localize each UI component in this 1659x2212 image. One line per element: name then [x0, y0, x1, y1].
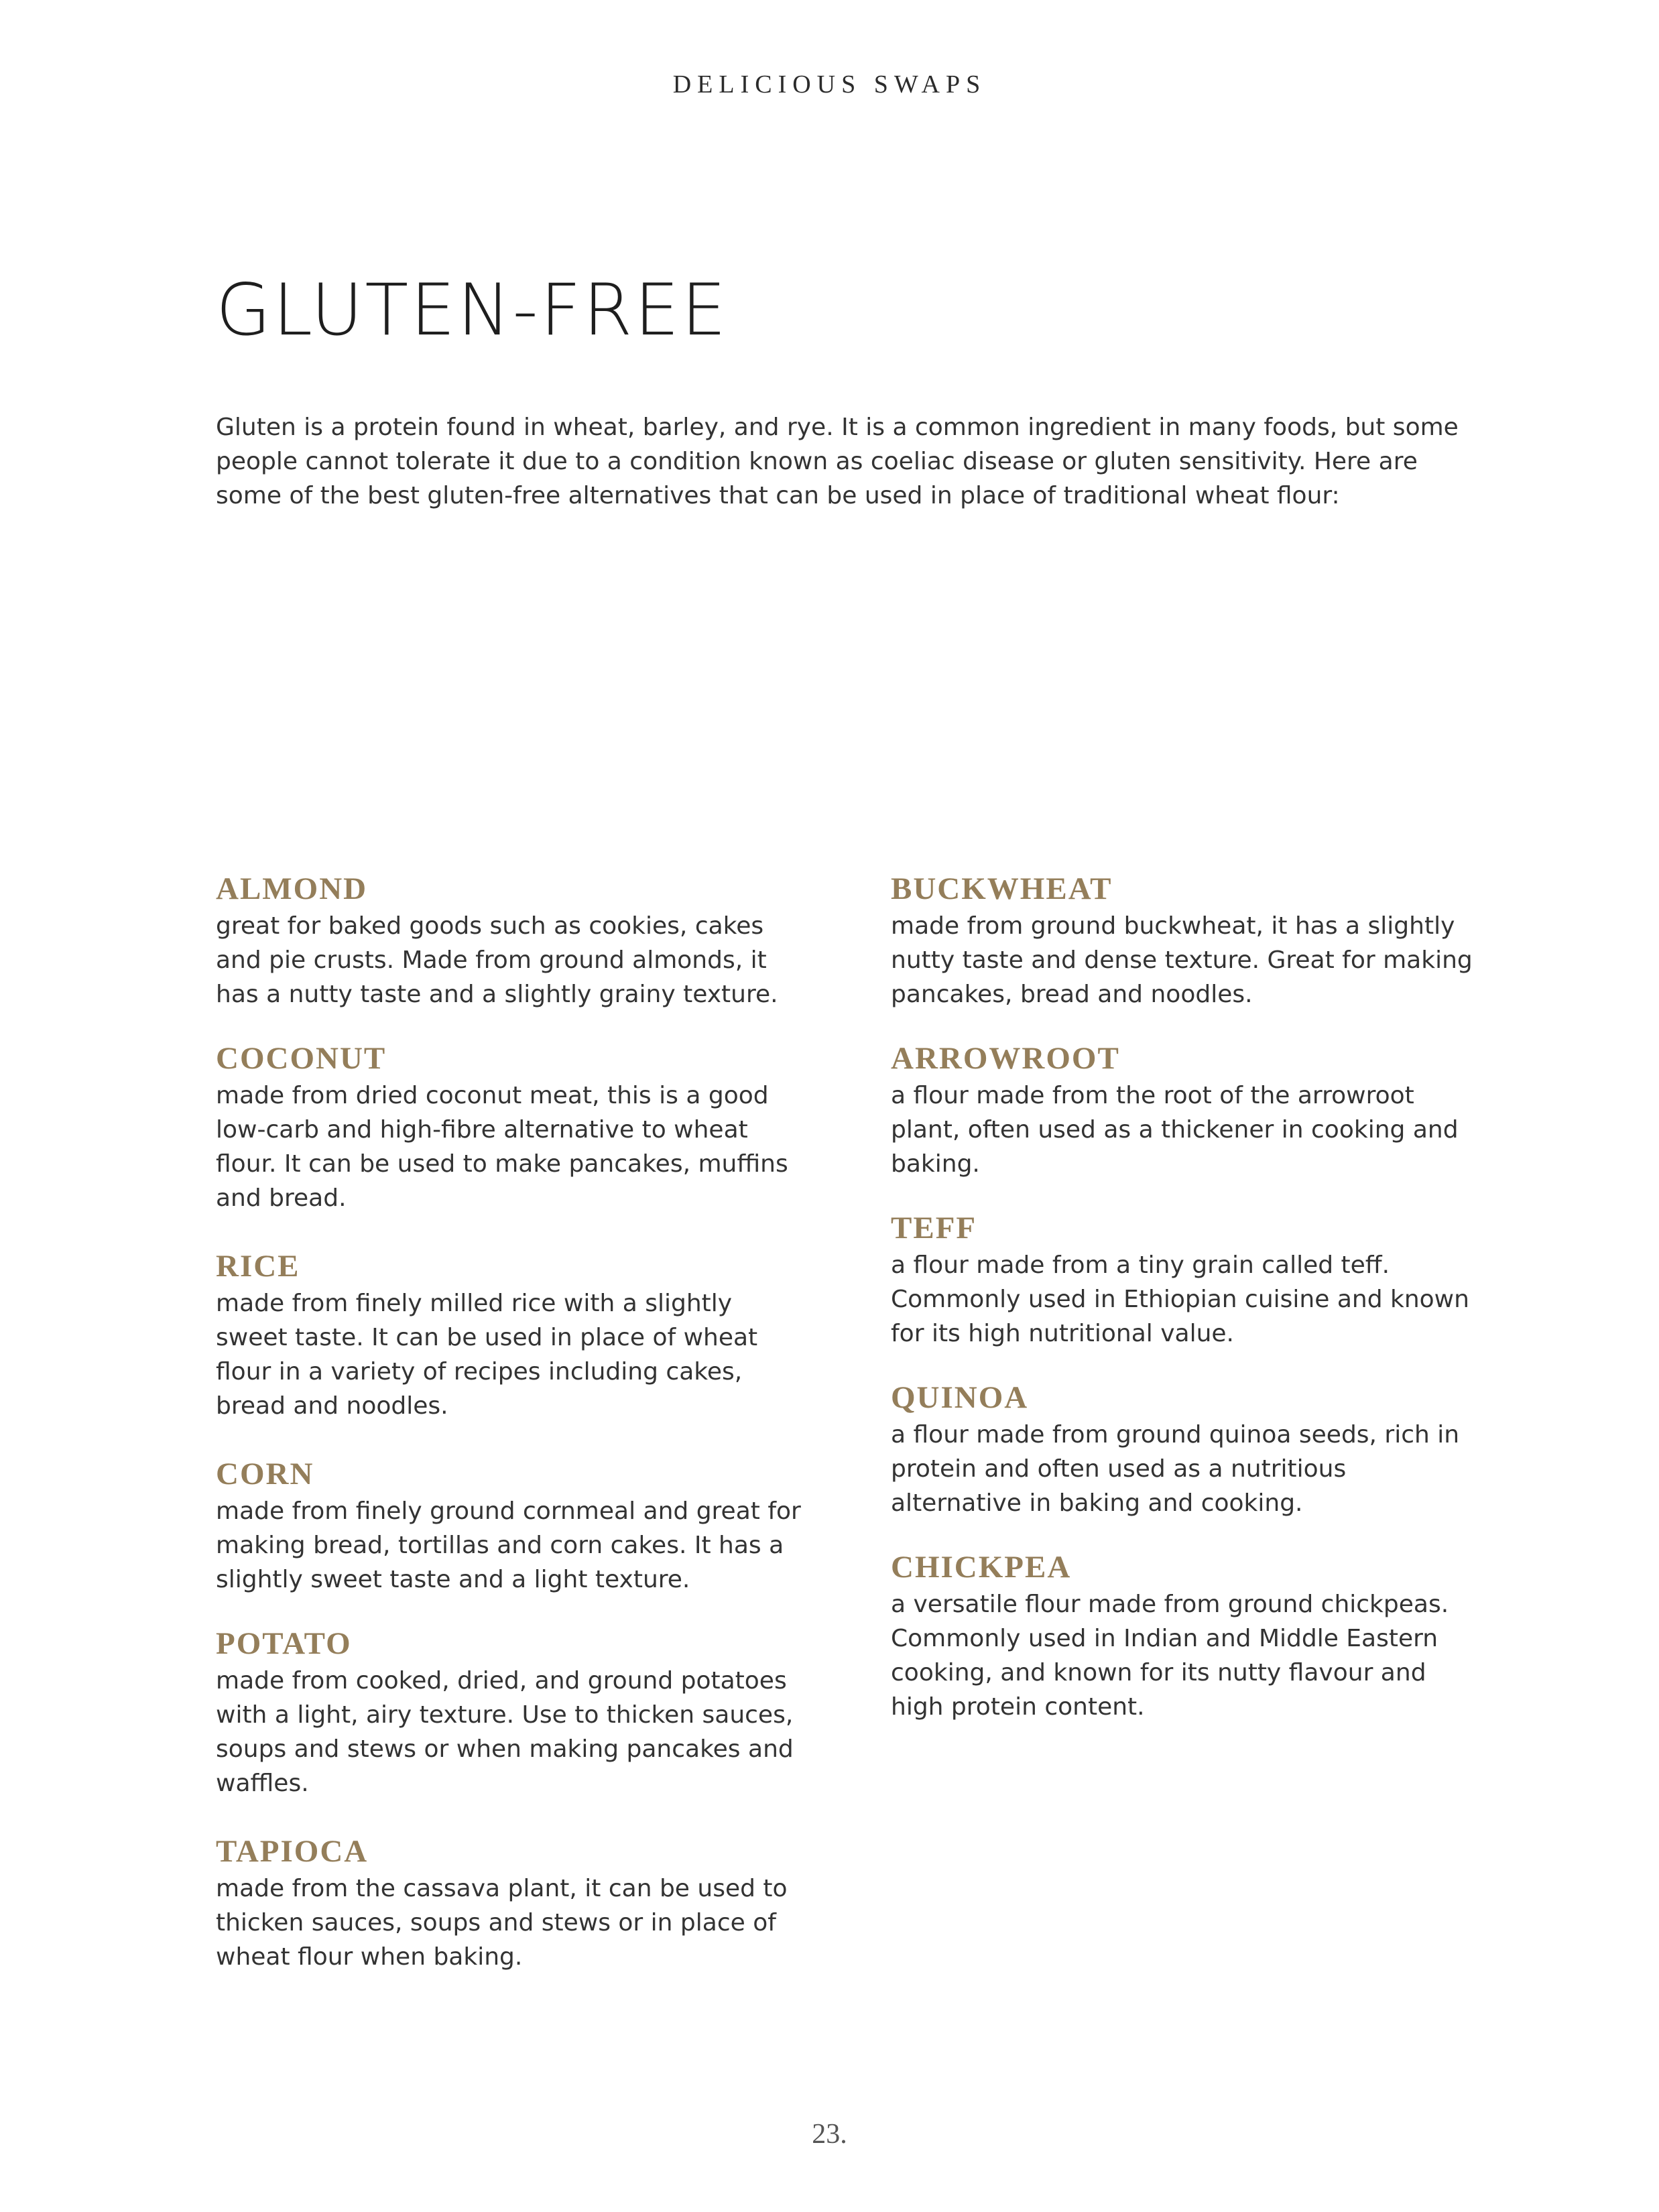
entry-description: made from dried coconut meat, this is a good low-carb and high-fibre alternative to wheat flour. It can be used to make pancakes, muffins and bread.: [216, 1082, 788, 1212]
flour-entry-almond: [216, 869, 806, 1011]
page-number: 23.: [812, 2119, 847, 2150]
entry-description: a versatile flour made from ground chickpeas. Commonly used in Indian and Middle Eastern cooking, and known for its nutty flavour and high protein content.: [891, 1591, 1449, 1721]
entry-heading: ARROWROOT: [891, 1041, 1120, 1076]
flour-entry-tapioca: [216, 1831, 806, 1974]
left-column: [216, 869, 806, 1974]
entry-heading: TEFF: [891, 1211, 977, 1245]
entry-heading: RICE: [216, 1249, 300, 1284]
flour-entry-coconut: [216, 1038, 806, 1215]
entry-description: made from finely milled rice with a slightly sweet taste. It can be used in place of wheat flour in a variety of recipes including cakes, bread and noodles.: [216, 1290, 758, 1420]
intro-paragraph: Gluten is a protein found in wheat, barley, and rye. It is a common ingredient in many foods, but some people cannot tolerate it due to a condition known as coeliac disease or gluten sensitivity. Here are some of the best gluten-free alternatives that can be used in place of traditional wheat flour:: [216, 414, 1459, 509]
entry-heading: POTATO: [216, 1626, 352, 1661]
entry-heading: CORN: [216, 1457, 314, 1491]
entry-heading: QUINOA: [891, 1380, 1029, 1415]
entry-description: made from ground buckwheat, it has a slightly nutty taste and dense texture. Great for making pancakes, bread and noodles.: [891, 912, 1473, 1008]
entry-description: made from finely ground cornmeal and great for making bread, tortillas and corn cakes. It has a slightly sweet taste and a light texture.: [216, 1497, 801, 1593]
flour-entry-potato: [216, 1623, 806, 1800]
flour-entry-chickpea: [891, 1547, 1481, 1724]
flour-entry-corn: [216, 1454, 806, 1597]
entry-heading: COCONUT: [216, 1041, 387, 1076]
running-header: DELICIOUS SWAPS: [672, 70, 987, 99]
entry-heading: CHICKPEA: [891, 1550, 1072, 1585]
flour-entry-arrowroot: [891, 1038, 1481, 1181]
entry-description: made from the cassava plant, it can be used to thicken sauces, soups and stews or in place of wheat flour when baking.: [216, 1875, 788, 1971]
page-title: GLUTEN-FREE: [216, 269, 729, 351]
right-column: [891, 869, 1481, 1724]
entry-description: a flour made from a tiny grain called teff. Commonly used in Ethiopian cuisine and known for its high nutritional value.: [891, 1251, 1469, 1347]
entry-description: a flour made from the root of the arrowroot plant, often used as a thickener in cooking and baking.: [891, 1082, 1459, 1178]
flour-entry-quinoa: [891, 1377, 1481, 1520]
entry-heading: BUCKWHEAT: [891, 871, 1113, 906]
entry-description: a flour made from ground quinoa seeds, rich in protein and often used as a nutritious alternative in baking and cooking.: [891, 1421, 1460, 1517]
flour-entry-teff: [891, 1208, 1481, 1351]
flour-entry-buckwheat: [891, 869, 1481, 1011]
entry-heading: TAPIOCA: [216, 1834, 369, 1869]
flour-entry-rice: [216, 1246, 806, 1423]
entry-description: made from cooked, dried, and ground potatoes with a light, airy texture. Use to thicken sauces, soups and stews or when making pancakes and waffles.: [216, 1667, 794, 1797]
entry-description: great for baked goods such as cookies, cakes and pie crusts. Made from ground almonds, it has a nutty taste and a slightly grainy texture.: [216, 912, 778, 1008]
entry-heading: ALMOND: [216, 871, 368, 906]
